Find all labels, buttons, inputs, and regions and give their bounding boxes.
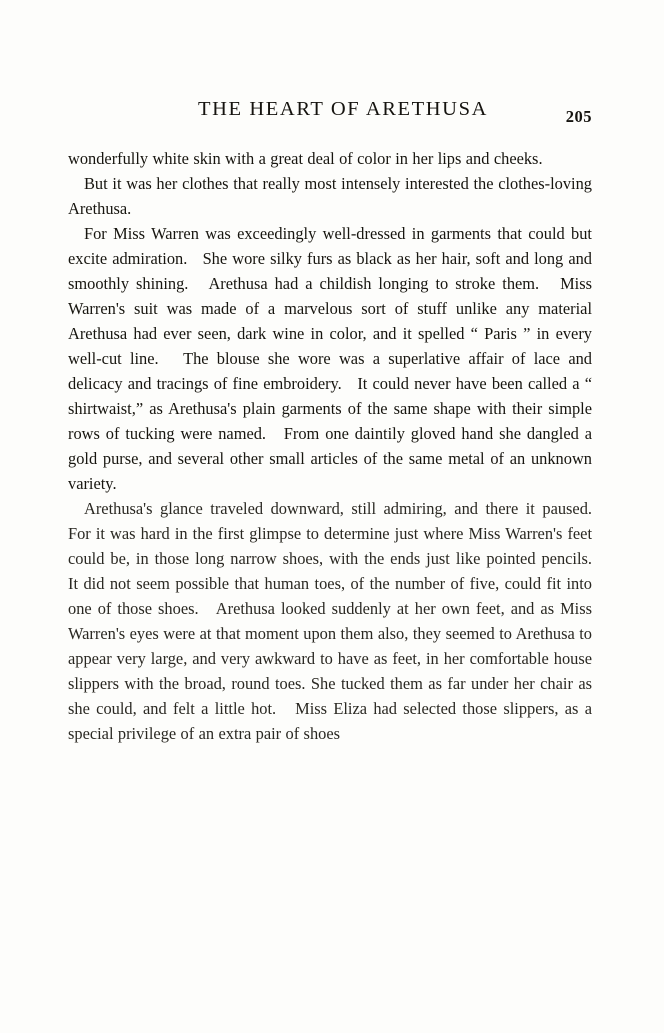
page-number: 205 — [565, 107, 592, 126]
paragraph: wonderfully white skin with a great deal of color in her lips and cheeks. — [68, 149, 543, 168]
paragraph: For Miss Warren was exceedingly well-dressed in garments that could but excite admiration. She wore silky furs as black as her hair, soft and long and smoothly shining. Arethusa had a childish longing to stroke them. Miss Warren's suit was made of a marvelous sort of stuff unlike any material Arethusa had ever seen, dark wine in color, and it spelled “ Paris ” in every well-cut line. The blouse she wore was a superlative affair of lace and delicacy and tracings of fine embroidery. It could never have been called a “ shirtwaist,” as Arethusa's plain garments of the same shape with their simple rows of tucking were named. From one daintily gloved hand she dangled a gold purse, and several other small articles of the same metal of an unknown variety. — [68, 224, 597, 493]
paragraph: But it was her clothes that really most intensely interested the clothes-loving Arethusa. — [68, 174, 596, 218]
paragraph: Arethusa's glance traveled downward, still admiring, and there it paused. For it was hard in the first glimpse to determine just where Miss Warren's feet could be, in those long narrow shoes, with the ends just like pointed pencils. It did not seem possible that human toes, of the number of five, could fit into one of those shoes. Arethusa looked suddenly at her own feet, and as Miss Warren's eyes were at that moment upon them also, they seemed to Arethusa to appear very large, and very awkward to have as feet, in her comfortable house slippers with the broad, round toes. She tucked them as far under her chair as she could, and felt a little hot. Miss Eliza had selected those slippers, as a special privilege of an extra pair of shoes — [68, 499, 606, 743]
page-content — [68, 98, 606, 746]
page-title: THE HEART OF ARETHUSA — [198, 98, 488, 120]
body-text — [68, 146, 606, 746]
running-head — [68, 98, 592, 128]
